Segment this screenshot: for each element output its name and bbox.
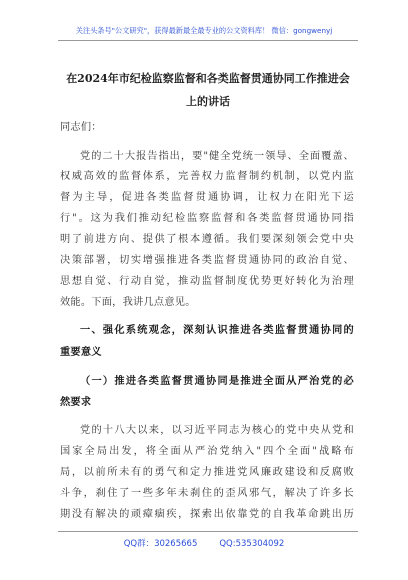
paragraph-line: 明了前进方向、提供了根本遵循。我们要深刻领会党中央 [60,234,354,245]
paragraph-line: 党的十八大以来，以习近平同志为核心的党中央从党和 [80,425,354,436]
header-note: 关注头条号"公文研究"，获得最新最全最专业的公文资料库！ 微信：gongwenyj [75,26,333,35]
footer [0,537,408,549]
paragraph-line: 权威高效的监督体系，完善权力监督制约机制，以党内监 [60,171,354,182]
paragraph-line: 思想自觉、行动自觉，推动监督制度优势更好转化为治理 [60,276,354,287]
paragraph-line: 国家全局出发，将全面从严治党纳入"四个全面"战略布 [60,446,354,457]
salutation: 同志们： [60,122,102,133]
footer-divider [58,531,358,532]
footer-qq-group: QQ群：30265665 [123,539,198,549]
section-heading: 重要意义 [60,346,102,358]
paragraph-line: 斗争，刹住了一些多年未刹住的歪风邪气，解决了许多长 [60,488,354,499]
footer-qq-contact: QQ:535304092 [219,539,285,549]
paragraph-line: 决策部署，切实增强推进各类监督贯通协同的政治自觉、 [60,255,354,266]
subsection-heading: 然要求 [60,396,92,408]
paragraph-line: 督为主导，促进各类监督贯通协调，让权力在阳光下运 [60,192,354,203]
subsection-heading: （一）推进各类监督贯通协同是推进全面从严治党的必 [80,375,354,387]
document-title-line-1: 在2024年市纪检监察监督和各类监督贯通协同工作推进会 [66,72,350,85]
header-divider [58,40,358,41]
section-heading: 一、强化系统观念，深刻认识推进各类监督贯通协同的 [80,324,354,336]
paragraph-line: 效能。下面，我讲几点意见。 [60,297,196,308]
paragraph-line: 期没有解决的顽瘴痼疾，探索出依靠党的自我革命跳出历 [60,509,354,520]
paragraph-line: 行"。这为我们推动纪检监察监督和各类监督贯通协同指 [60,213,354,224]
paragraph-line: 党的二十大报告指出，要"健全党统一领导、全面覆盖、 [80,151,354,162]
document-title-line-2: 上的讲话 [186,95,230,108]
paragraph-line: 局，以前所未有的勇气和定力推进党风廉政建设和反腐败 [60,467,354,478]
